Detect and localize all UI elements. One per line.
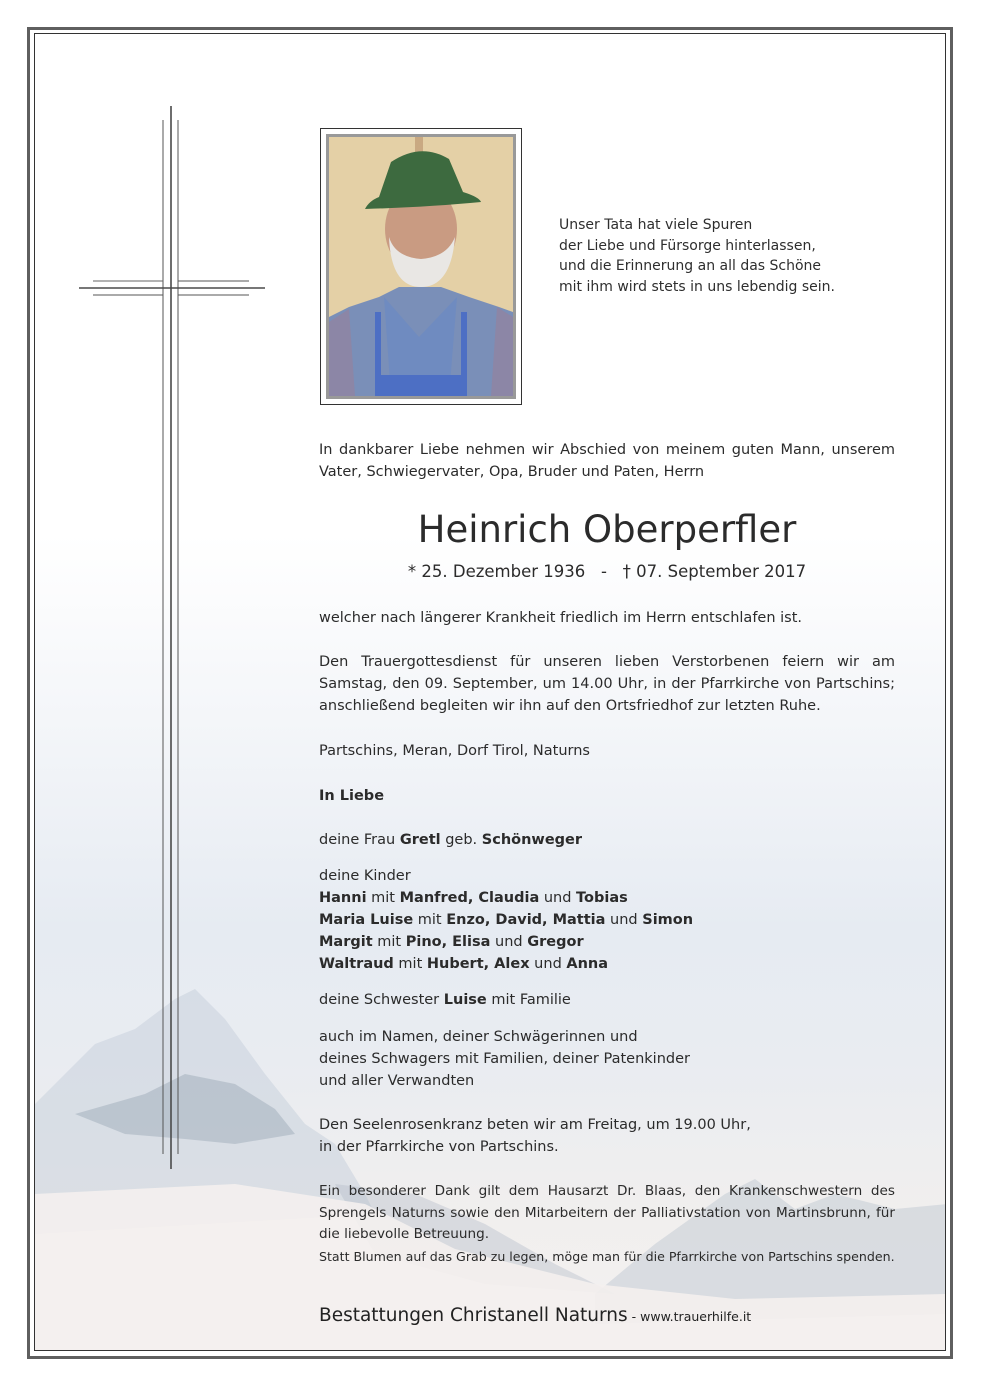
child-family-line	[319, 953, 895, 975]
rosary-line: in der Pfarrkirche von Partschins.	[319, 1139, 559, 1155]
funeral-text: Den Trauergottesdienst für unseren lieben Verstorbenen feiern wir am Samstag, den 09. September, um 14.00 Uhr, in der Pfarrkirche von Partschins; anschließend begleiten wir ihn auf den Ortsfriedhof zur letzten Ruhe.	[319, 654, 895, 714]
children-heading: deine Kinder	[319, 868, 411, 884]
family-member-name: Gregor	[527, 934, 584, 950]
family-member-name: Anna	[566, 956, 609, 972]
family-member-name: Waltraud	[319, 956, 394, 972]
connector-text: mit	[372, 934, 406, 950]
funeral-home-name: Bestattungen Christanell Naturns	[319, 1305, 628, 1326]
relatives-line: deines Schwagers mit Familien, deiner Patenkinder	[319, 1051, 690, 1067]
connector-text: und	[529, 956, 567, 972]
connector-text: mit	[413, 912, 447, 928]
family-member-name: Simon	[642, 912, 694, 928]
portrait-photo	[326, 134, 516, 399]
family-member-name: Margit	[319, 934, 373, 950]
rosary-text	[319, 1114, 895, 1158]
funeral-home-footer	[319, 1305, 751, 1326]
child-family-line	[319, 887, 895, 909]
thanks-text: Ein besonderer Dank gilt dem Hausarzt Dr. Blaas, den Krankenschwestern des Sprengels Naturns sowie den Mitarbeitern der Palliativstation von Martinsbrunn, für die liebevolle Betreuung.	[319, 1183, 895, 1242]
children-section	[319, 865, 895, 975]
connector-text: mit	[366, 890, 400, 906]
website-link[interactable]: www.trauerhilfe.it	[640, 1309, 752, 1324]
wife-maiden-name: Schönweger	[481, 832, 583, 848]
wife-line	[319, 829, 895, 851]
life-dates: * 25. Dezember 1936 - † 07. September 2017	[407, 562, 807, 581]
rosary-line: Den Seelenrosenkranz beten wir am Freitag, um 19.00 Uhr,	[319, 1117, 751, 1133]
child-family-line	[319, 931, 895, 953]
sister-suffix: mit Familie	[491, 992, 571, 1008]
donation-text: Statt Blumen auf das Grab zu legen, möge man für die Pfarrkirche von Partschins spenden.	[319, 1249, 895, 1264]
family-member-name: Maria Luise	[319, 912, 414, 928]
deceased-name: Heinrich Oberperfler	[417, 508, 797, 551]
passed-text: welcher nach längerer Krankheit friedlich im Herrn entschlafen ist.	[319, 610, 803, 626]
child-family-line	[319, 909, 895, 931]
family-member-name: Hubert, Alex	[426, 956, 530, 972]
footer-separator: -	[627, 1309, 641, 1324]
family-member-name: Manfred, Claudia	[399, 890, 540, 906]
wife-prefix: deine Frau	[319, 832, 396, 848]
connector-text: und	[605, 912, 643, 928]
poem-line: mit ihm wird stets in uns lebendig sein.	[559, 278, 835, 295]
poem-line: und die Erinnerung an all das Schöne	[559, 258, 822, 274]
relatives-line: auch im Namen, deiner Schwägerinnen und	[319, 1029, 638, 1045]
sister-line	[319, 989, 895, 1011]
in-liebe-heading	[319, 785, 895, 807]
portrait-illustration	[329, 137, 513, 396]
connector-text: mit	[393, 956, 427, 972]
intro-text: In dankbarer Liebe nehmen wir Abschied von meinem guten Mann, unserem Vater, Schwiegervater, Opa, Bruder und Paten, Herrn	[319, 442, 895, 480]
children-list	[319, 887, 895, 975]
sister-prefix: deine Schwester	[319, 992, 440, 1008]
relatives-line: und aller Verwandten	[319, 1073, 475, 1089]
wife-geb: geb.	[445, 832, 478, 848]
in-liebe-label: In Liebe	[319, 788, 385, 804]
family-member-name: Enzo, David, Mattia	[446, 912, 606, 928]
wife-name: Gretl	[399, 832, 441, 848]
family-member-name: Hanni	[319, 890, 367, 906]
relatives-text	[319, 1026, 895, 1092]
family-member-name: Tobias	[576, 890, 628, 906]
poem-line: Unser Tata hat viele Spuren	[559, 217, 753, 233]
poem-line: der Liebe und Fürsorge hinterlassen,	[559, 237, 816, 254]
connector-text: und	[490, 934, 528, 950]
memorial-poem	[559, 215, 835, 297]
family-member-name: Pino, Elisa	[405, 934, 491, 950]
portrait-frame	[320, 128, 522, 405]
connector-text: und	[539, 890, 577, 906]
sister-name: Luise	[443, 992, 487, 1008]
places-text: Partschins, Meran, Dorf Tirol, Naturns	[319, 743, 590, 759]
